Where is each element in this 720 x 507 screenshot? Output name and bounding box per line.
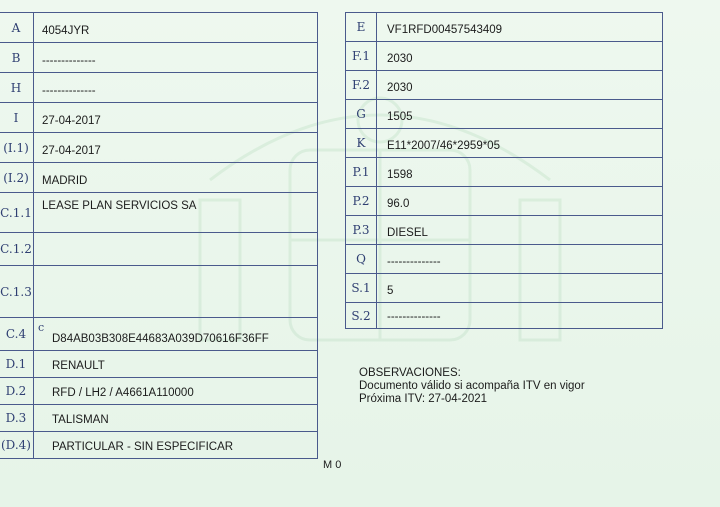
field-code: P.2 [346,187,377,216]
field-code: D.1 [0,351,34,378]
field-row-i [0,103,318,133]
field-row-i2 [0,163,318,193]
field-row-i1 [0,133,318,163]
observations-block [359,367,585,406]
field-value: D84AB03B308E44683A039D70616F36FF [52,333,269,345]
field-row-e [346,13,663,42]
field-row-d4 [0,432,318,459]
field-value: 1505 [387,111,413,123]
field-value: 5 [387,285,394,297]
field-value: -------------- [42,85,96,97]
right-field-table [345,12,663,329]
field-code: I [0,103,34,133]
field-row-h [0,73,318,103]
field-code: S.2 [346,303,377,329]
field-row-k [346,129,663,158]
field-code: A [0,13,34,43]
field-code: F.2 [346,71,377,100]
field-row-d3 [0,405,318,432]
observations-line: Próxima ITV: 27-04-2021 [359,393,488,405]
field-value: 4054JYR [42,25,90,37]
field-row-f2 [346,71,663,100]
field-code: K [346,129,377,158]
field-row-s2 [346,303,663,329]
field-row-q [346,245,663,274]
field-value: -------------- [387,311,441,323]
field-code: G [346,100,377,129]
field-value: TALISMAN [52,414,109,426]
field-code: C.1.3 [0,266,34,318]
field-code: S.1 [346,274,377,303]
field-value: 2030 [387,82,413,94]
observations-title: OBSERVACIONES: [359,367,461,379]
field-row-c4 [0,318,318,351]
field-row-a [0,13,318,43]
field-row-d2 [0,378,318,405]
field-row-g [346,100,663,129]
field-row-c12 [0,233,318,266]
field-value: 27-04-2017 [42,115,101,127]
field-code: F.1 [346,42,377,71]
field-code: P.1 [346,158,377,187]
field-code: C.4 [0,318,34,351]
field-value: -------------- [387,256,441,268]
field-code: (I.1) [0,133,34,163]
field-value: MADRID [42,175,88,187]
field-code: D.2 [0,378,34,405]
field-value: 27-04-2017 [42,145,101,157]
field-code: C.1.1 [0,193,34,233]
field-code: D.3 [0,405,34,432]
field-value: DIESEL [387,227,428,239]
field-value: RFD / LH2 / A4661A110000 [52,387,194,399]
field-row-d1 [0,351,318,378]
field-value: -------------- [42,55,96,67]
field-value: E11*2007/46*2959*05 [387,140,500,152]
field-value: 2030 [387,53,413,65]
field-subcode: c [38,321,45,334]
left-field-table [0,12,318,459]
field-code: (D.4) [0,432,34,459]
field-value: 1598 [387,169,413,181]
field-value: PARTICULAR - SIN ESPECIFICAR [52,441,234,453]
field-value: LEASE PLAN SERVICIOS SA [42,200,197,212]
field-row-s1 [346,274,663,303]
observations-line: Documento válido si acompaña ITV en vigor [359,380,585,392]
field-row-p3 [346,216,663,245]
field-code: C.1.2 [0,233,34,266]
field-code: B [0,43,34,73]
field-code: E [346,13,377,42]
field-code: H [0,73,34,103]
field-code: Q [346,245,377,274]
field-row-b [0,43,318,73]
field-row-c13 [0,266,318,318]
field-code: P.3 [346,216,377,245]
field-code: (I.2) [0,163,34,193]
field-row-p2 [346,187,663,216]
field-value: RENAULT [52,360,105,372]
field-row-c11 [0,193,318,233]
field-row-f1 [346,42,663,71]
field-row-p1 [346,158,663,187]
field-value: VF1RFD00457543409 [387,24,503,36]
document-mark: M 0 [323,459,342,471]
field-value: 96.0 [387,198,410,210]
